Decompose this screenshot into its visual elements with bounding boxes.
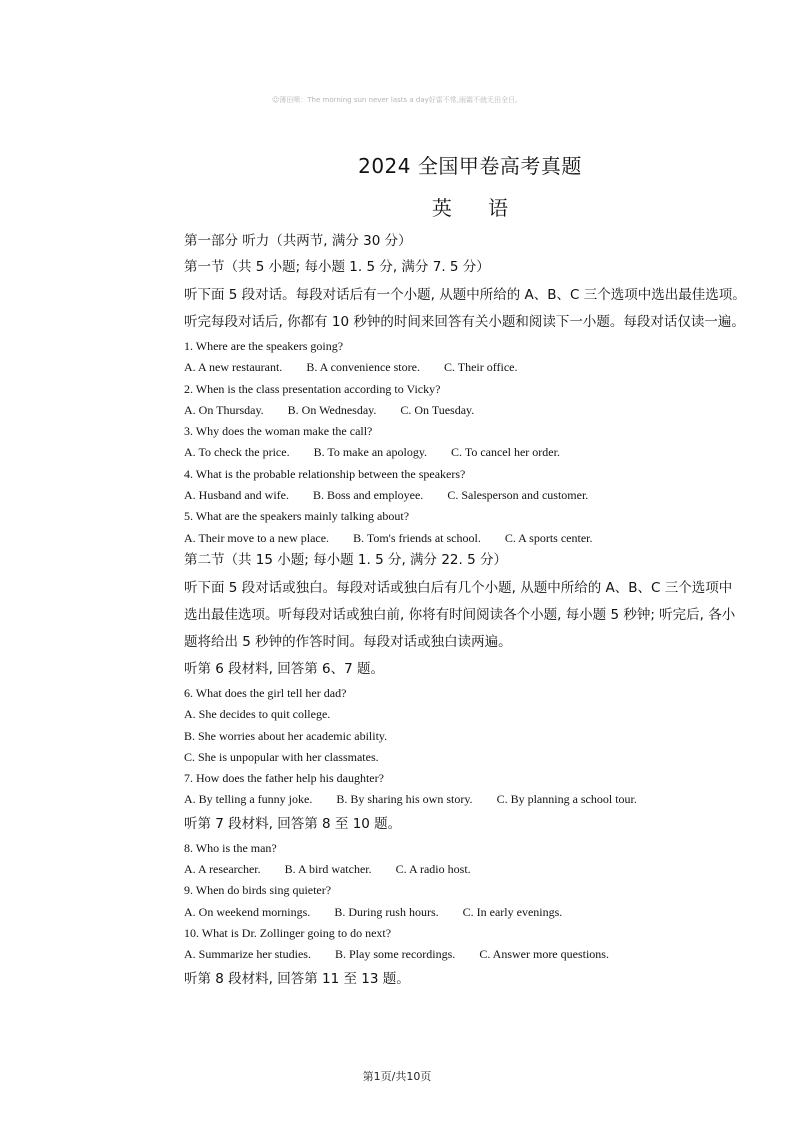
option-a: A. A researcher. [184,862,261,877]
option-b: B. A convenience store. [306,360,420,375]
question-text: 8. Who is the man? [184,840,277,855]
option-b: B. Play some recordings. [334,947,456,962]
option-b: B. Boss and employee. [312,488,424,503]
option-b: B. A bird watcher. [284,862,372,877]
section1-instruction: 听下面 5 段对话。每段对话后有一个小题, 从题中所给的 A、B、C 三个选项中选出最佳选项。 [184,287,746,303]
question-options [184,485,774,506]
option-c: C. On Tuesday. [400,402,475,417]
question-options [184,528,774,549]
option-a: A. Husband and wife. [184,488,289,503]
option-c: C. She is unpopular with her classmates. [184,749,379,764]
question-text: 9. When do birds sing quieter? [184,883,332,898]
question-options [184,902,774,923]
question-text: 3. Why does the woman make the call? [184,424,373,439]
question-options [184,944,774,965]
option-c: C. To cancel her order. [451,445,560,460]
question-options [184,442,774,463]
question-text: 1. Where are the speakers going? [184,339,344,353]
option-c: C. In early evenings. [462,904,563,919]
exam-subject: 英 语 [431,196,509,220]
option-b: B. She worries about her academic ability. [184,728,388,743]
option-c: C. A radio host. [395,862,471,877]
option-a: A. By telling a funny joke. [184,792,313,807]
question-options [184,400,774,421]
option-a: A. To check the price. [184,445,290,460]
option-a: A. On weekend mornings. [184,904,311,919]
option-b: B. To make an apology. [313,445,428,460]
option-a: A. Their move to a new place. [184,530,330,545]
part1-heading: 第一部分 听力（共两节, 满分 30 分） [184,233,412,249]
page-number: 第1页/共10页 [362,1070,432,1083]
option-c: C. Answer more questions. [479,947,609,962]
question-text: 6. What does the girl tell her dad? [184,685,347,700]
question-options [184,357,774,378]
option-b: B. By sharing his own story. [336,792,473,807]
section1-instruction: 听完每段对话后, 你都有 10 秒钟的时间来回答有关小题和阅读下一小题。每段对话仅读一遍。 [184,314,745,330]
question-text: 10. What is Dr. Zollinger going to do next? [184,925,392,940]
section1-heading: 第一节（共 5 小题; 每小题 1. 5 分, 满分 7. 5 分） [184,259,490,275]
option-a: A. On Thursday. [184,402,264,417]
watermark-text: ☺薄田喷：The morning sun never lasts a day好雷不常,雨霜不就无田全日。 [271,96,523,104]
exam-title: 2024 全国甲卷高考真题 [358,154,582,178]
section2-instruction: 选出最佳选项。听每段对话或独白前, 你将有时间阅读各个小题, 每小题 5 秒钟; 听完后, 各小 [184,606,736,623]
section2-instruction: 听下面 5 段对话或独白。每段对话或独白后有几个小题, 从题中所给的 A、B、C 三个选项中 [184,579,733,596]
question-options [184,789,774,810]
exam-content [184,230,774,993]
question-text: 7. How does the father help his daughter? [184,771,384,786]
option-b: B. During rush hours. [334,904,439,919]
option-c: C. Their office. [443,360,518,375]
material-heading: 听第 8 段材料, 回答第 11 至 13 题。 [184,970,410,987]
question-text: 4. What is the probable relationship between the speakers? [184,466,466,481]
option-c: C. By planning a school tour. [496,792,637,807]
option-c: C. A sports center. [504,530,593,545]
material-heading: 听第 7 段材料, 回答第 8 至 10 题。 [184,815,402,832]
question-text: 2. When is the class presentation according to Vicky? [184,381,441,396]
option-a: A. A new restaurant. [184,360,283,375]
material-heading: 听第 6 段材料, 回答第 6、7 题。 [184,660,385,677]
section2-heading: 第二节（共 15 小题; 每小题 1. 5 分, 满分 22. 5 分） [184,551,507,568]
section2-instruction: 题将给出 5 秒钟的作答时间。每段对话或独白读两遍。 [184,633,512,650]
option-a: A. Summarize her studies. [184,947,311,962]
option-b: B. On Wednesday. [287,402,377,417]
question-text: 5. What are the speakers mainly talking about? [184,509,410,524]
option-c: C. Salesperson and customer. [447,488,589,503]
option-b: B. Tom's friends at school. [353,530,481,545]
question-options [184,859,774,880]
option-a: A. She decides to quit college. [184,707,331,722]
